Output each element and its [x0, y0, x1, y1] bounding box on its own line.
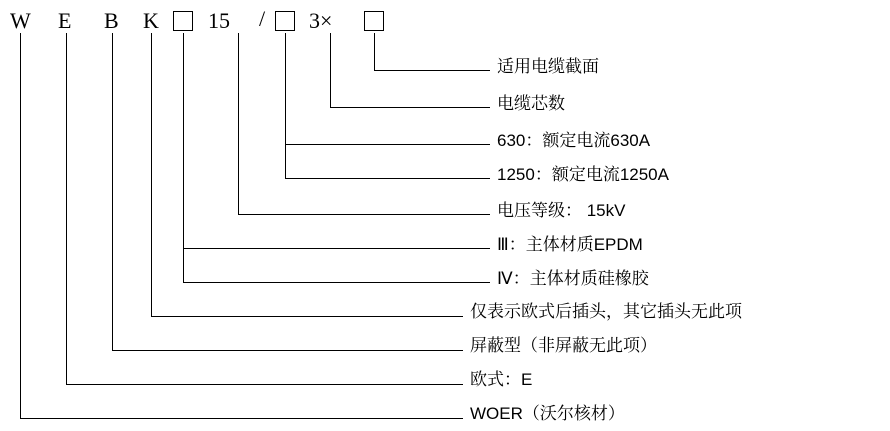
leader-vline-core-count [330, 33, 331, 107]
leader-hline-material-epdm [183, 248, 490, 249]
leader-vline-cable-section [374, 33, 375, 70]
leader-hline-voltage [238, 214, 490, 215]
callout-voltage-level: 电压等级： 15kV [497, 201, 626, 220]
leader-hline-current-630 [285, 144, 490, 145]
leader-vline-euro-type [66, 33, 67, 384]
code-char-w: W [10, 8, 31, 33]
code-char-k: K [143, 8, 159, 33]
leader-vline-material [183, 33, 184, 282]
code-char-e: E [58, 8, 72, 33]
code-char-3x: 3× [309, 8, 333, 33]
callout-brand: WOER（沃尔核材） [470, 404, 625, 423]
leader-vline-brand [20, 33, 21, 418]
leader-hline-current-1250 [285, 178, 490, 179]
callout-current-1250: 1250：额定电流1250A [497, 165, 669, 184]
callout-material-silicone: Ⅳ：主体材质硅橡胶 [497, 269, 649, 288]
leader-vline-euro-plug [151, 33, 152, 316]
callout-cable-section: 适用电缆截面 [497, 57, 599, 76]
callout-material-epdm: Ⅲ：主体材质EPDM [497, 235, 643, 254]
leader-vline-voltage [238, 33, 239, 214]
leader-hline-material-silicone [183, 282, 490, 283]
leader-hline-core-count [330, 107, 490, 108]
leader-vline-current [285, 33, 286, 178]
code-char-b: B [104, 8, 119, 33]
leader-vline-shield-type [112, 33, 113, 350]
code-box-material [173, 11, 193, 31]
callout-current-630: 630：额定电流630A [497, 131, 651, 150]
code-box-section [364, 11, 384, 31]
code-char-slash: / [259, 6, 266, 31]
callout-shield-type: 屏蔽型（非屏蔽无此项） [470, 336, 657, 355]
leader-hline-shield-type [112, 350, 463, 351]
callout-euro-plug: 仅表示欧式后插头，其它插头无此项 [470, 302, 742, 321]
callout-core-count: 电缆芯数 [497, 94, 565, 113]
leader-hline-euro-type [66, 384, 463, 385]
leader-hline-brand [20, 418, 463, 419]
callout-euro-type: 欧式：E [470, 370, 533, 389]
leader-hline-euro-plug [151, 316, 463, 317]
code-box-current [275, 11, 295, 31]
leader-hline-cable-section [374, 70, 490, 71]
code-char-15: 15 [208, 8, 230, 33]
